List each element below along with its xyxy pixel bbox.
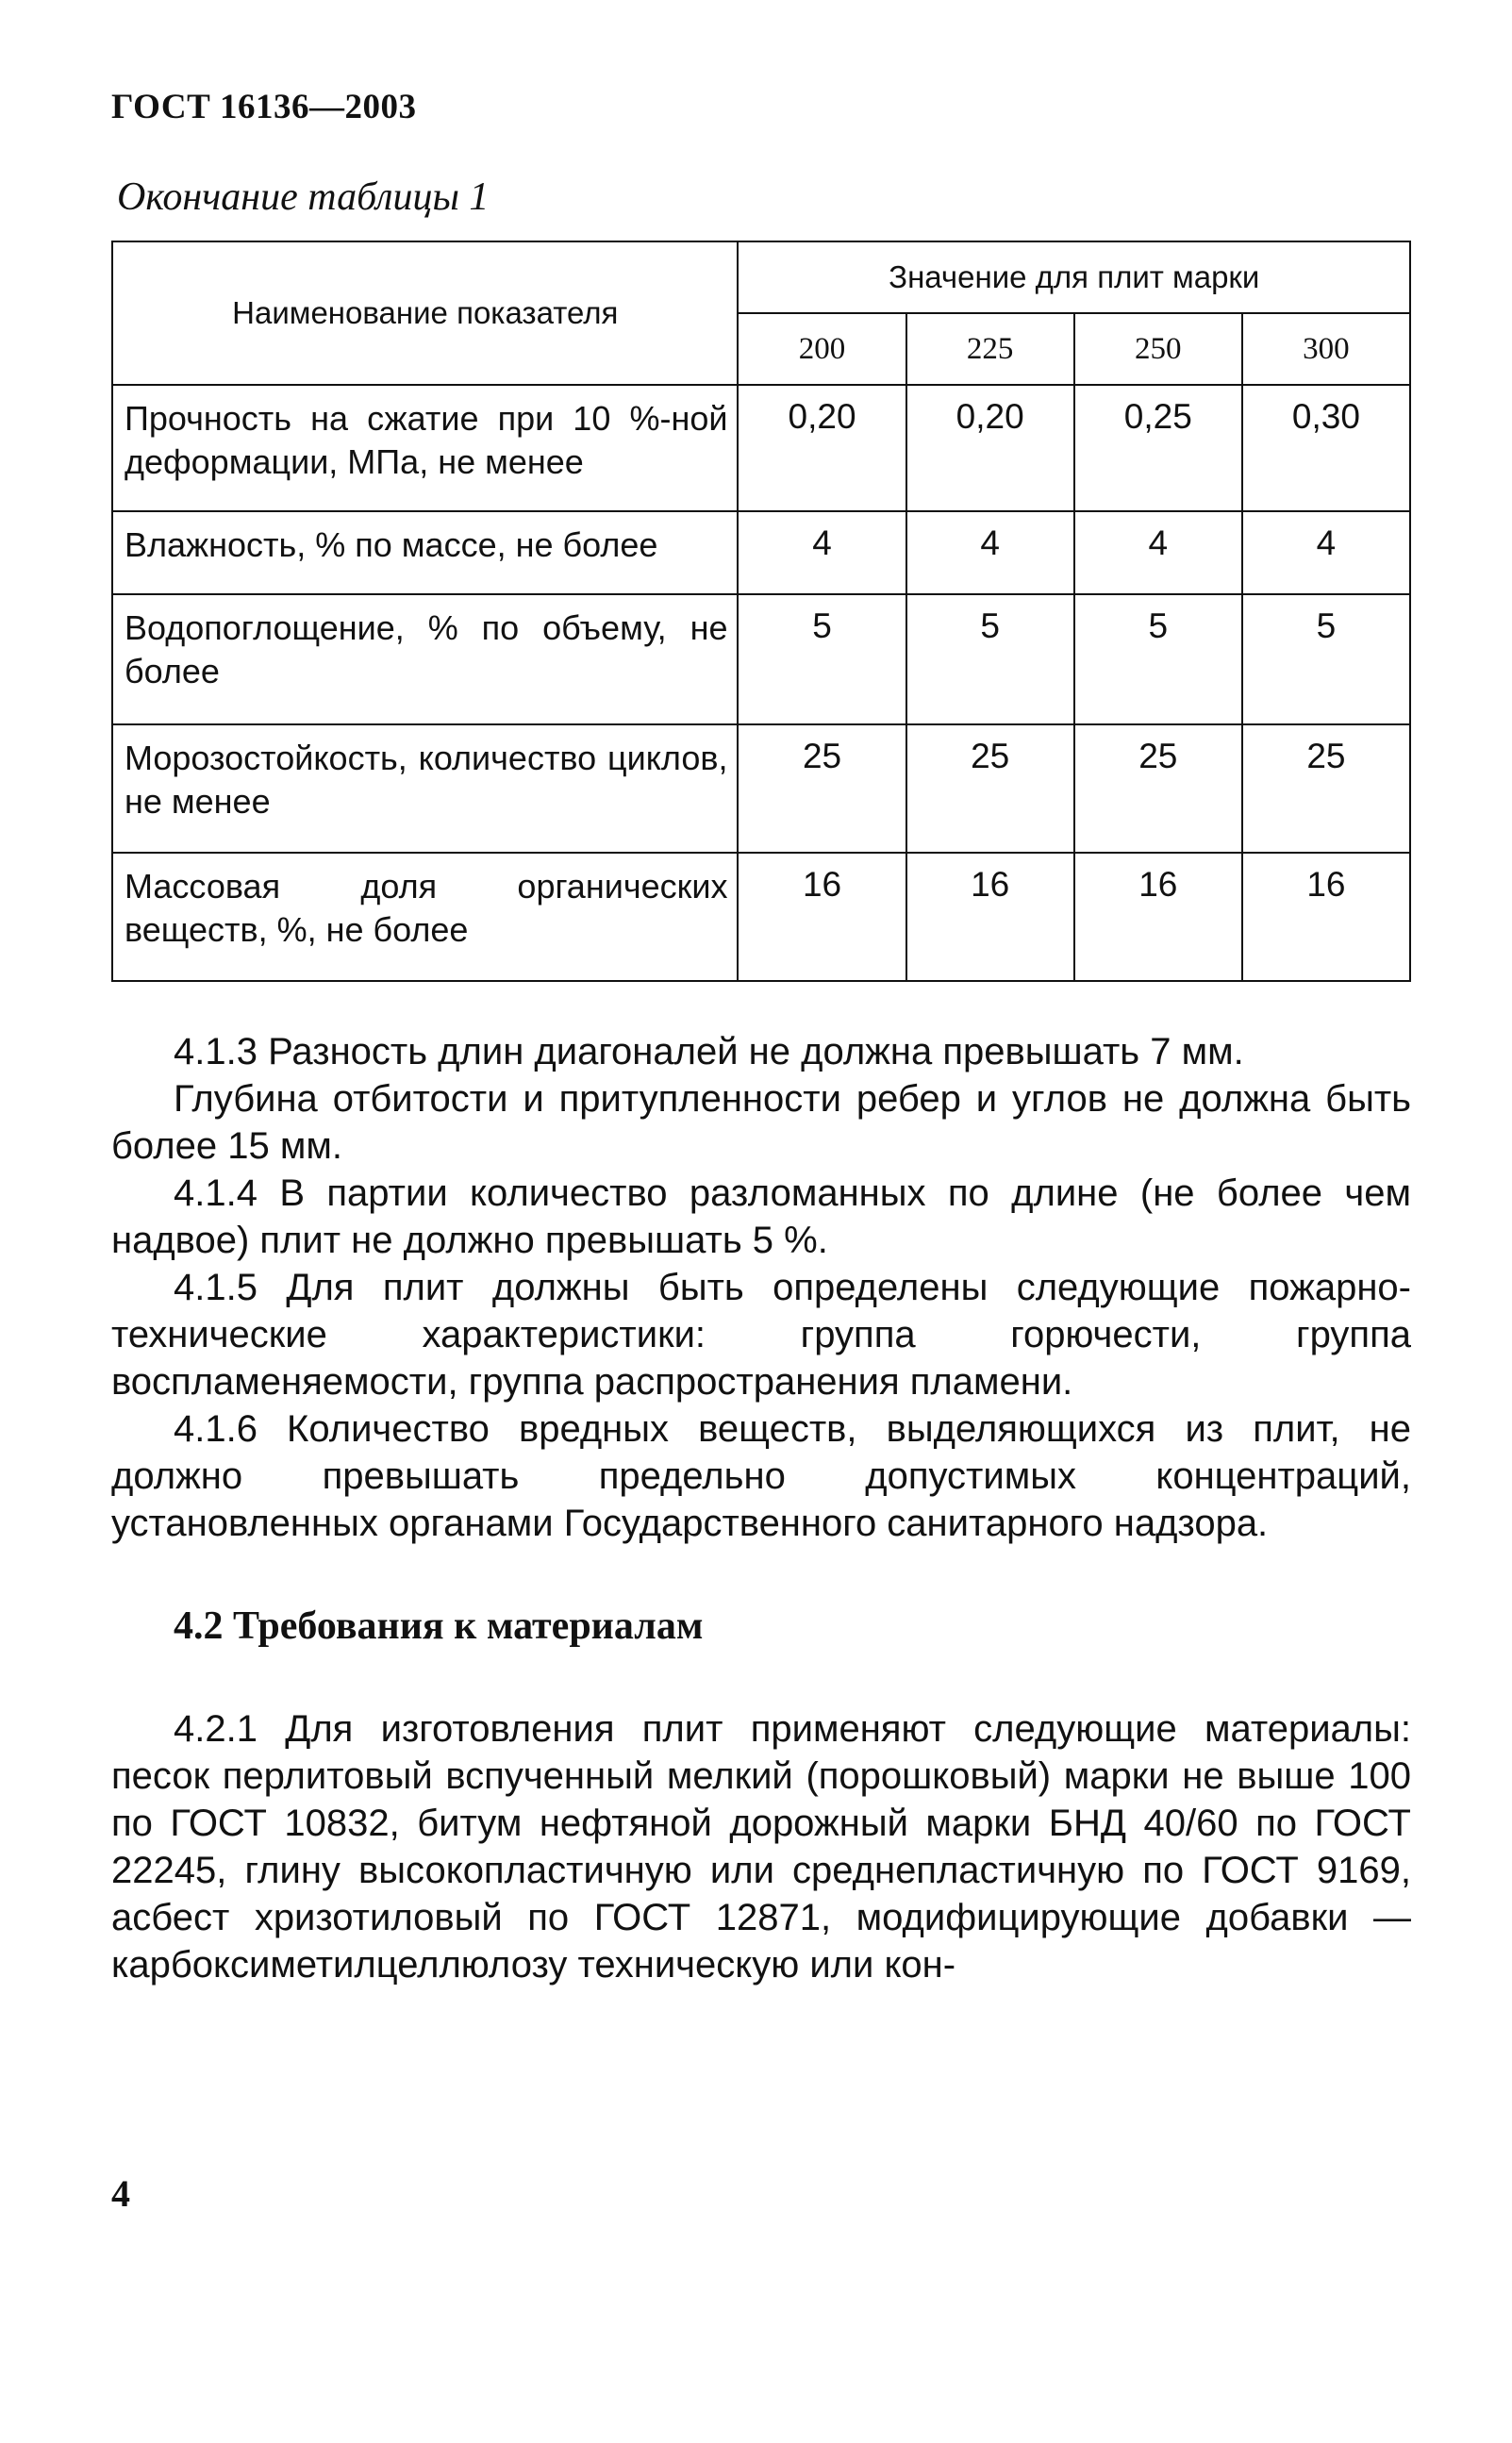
table-row (112, 724, 1410, 853)
paragraph-4-1-5: 4.1.5 Для плит должны быть определены следующие пожарно-технические характеристики: группа горючести, группа воспламеняемости, группа распространения пламени. (111, 1267, 1411, 1403)
row-value: 25 (738, 724, 906, 853)
paragraph-chipping: Глубина отбитости и притупленности ребер и углов не должна быть более 15 мм. (111, 1078, 1411, 1167)
requirements-text-block (111, 1028, 1411, 1547)
row-name: Водопоглощение, % по объему, не более (112, 594, 738, 724)
materials-text-block (111, 1705, 1411, 1988)
row-value: 0,20 (906, 385, 1074, 511)
row-name: Влажность, % по массе, не более (112, 511, 738, 594)
document-id-header: ГОСТ 16136—2003 (111, 88, 417, 126)
row-name: Морозостойкость, количество циклов, не менее (112, 724, 738, 853)
table-row (112, 385, 1410, 511)
paragraph-4-2-1: 4.2.1 Для изготовления плит применяют следующие материалы: песок перлитовый вспученный мелкий (порошковый) марки не выше 100 по ГОСТ 10832, битум нефтяной дорожный марки БНД 40/60 по ГОСТ 22245, глину высокопластичную или среднепластичную по ГОСТ 9169, асбест хризотиловый по ГОСТ 12871, модифицирующие добавки — карбоксиметилцеллюлозу техническую или кон- (111, 1708, 1411, 1986)
table-header-name: Наименование показателя (112, 241, 738, 385)
row-value: 16 (906, 853, 1074, 981)
table-header-grade: 250 (1074, 313, 1242, 385)
table-row (112, 594, 1410, 724)
row-value: 5 (738, 594, 906, 724)
properties-table (111, 241, 1411, 982)
row-name: Прочность на сжатие при 10 %-ной деформации, МПа, не менее (112, 385, 738, 511)
row-value: 25 (906, 724, 1074, 853)
row-value: 5 (906, 594, 1074, 724)
page-number: 4 (111, 2172, 130, 2215)
paragraph-4-1-6: 4.1.6 Количество вредных веществ, выделяющихся из плит, не должно превышать предельно допустимых концентраций, установленных органами Государственного санитарного надзора. (111, 1408, 1411, 1544)
row-name: Массовая доля органических веществ, %, не более (112, 853, 738, 981)
table-row (112, 853, 1410, 981)
table-caption: Окончание таблицы 1 (117, 175, 490, 219)
row-value: 16 (1074, 853, 1242, 981)
row-value: 25 (1242, 724, 1410, 853)
row-value: 0,25 (1074, 385, 1242, 511)
table-row (112, 511, 1410, 594)
section-title: 4.2 Требования к материалам (174, 1604, 704, 1648)
row-value: 4 (738, 511, 906, 594)
row-value: 25 (1074, 724, 1242, 853)
row-value: 5 (1242, 594, 1410, 724)
row-value: 16 (1242, 853, 1410, 981)
row-value: 0,20 (738, 385, 906, 511)
table-header-grade: 300 (1242, 313, 1410, 385)
row-value: 5 (1074, 594, 1242, 724)
paragraph-4-1-4: 4.1.4 В партии количество разломанных по длине (не более чем надвое) плит не должно превышать 5 %. (111, 1172, 1411, 1261)
table-header-group: Значение для плит марки (738, 241, 1410, 313)
table-header-grade: 200 (738, 313, 906, 385)
table-header-grade: 225 (906, 313, 1074, 385)
row-value: 16 (738, 853, 906, 981)
row-value: 0,30 (1242, 385, 1410, 511)
paragraph-4-1-3: 4.1.3 Разность длин диагоналей не должна превышать 7 мм. (174, 1031, 1244, 1072)
row-value: 4 (1074, 511, 1242, 594)
row-value: 4 (1242, 511, 1410, 594)
row-value: 4 (906, 511, 1074, 594)
